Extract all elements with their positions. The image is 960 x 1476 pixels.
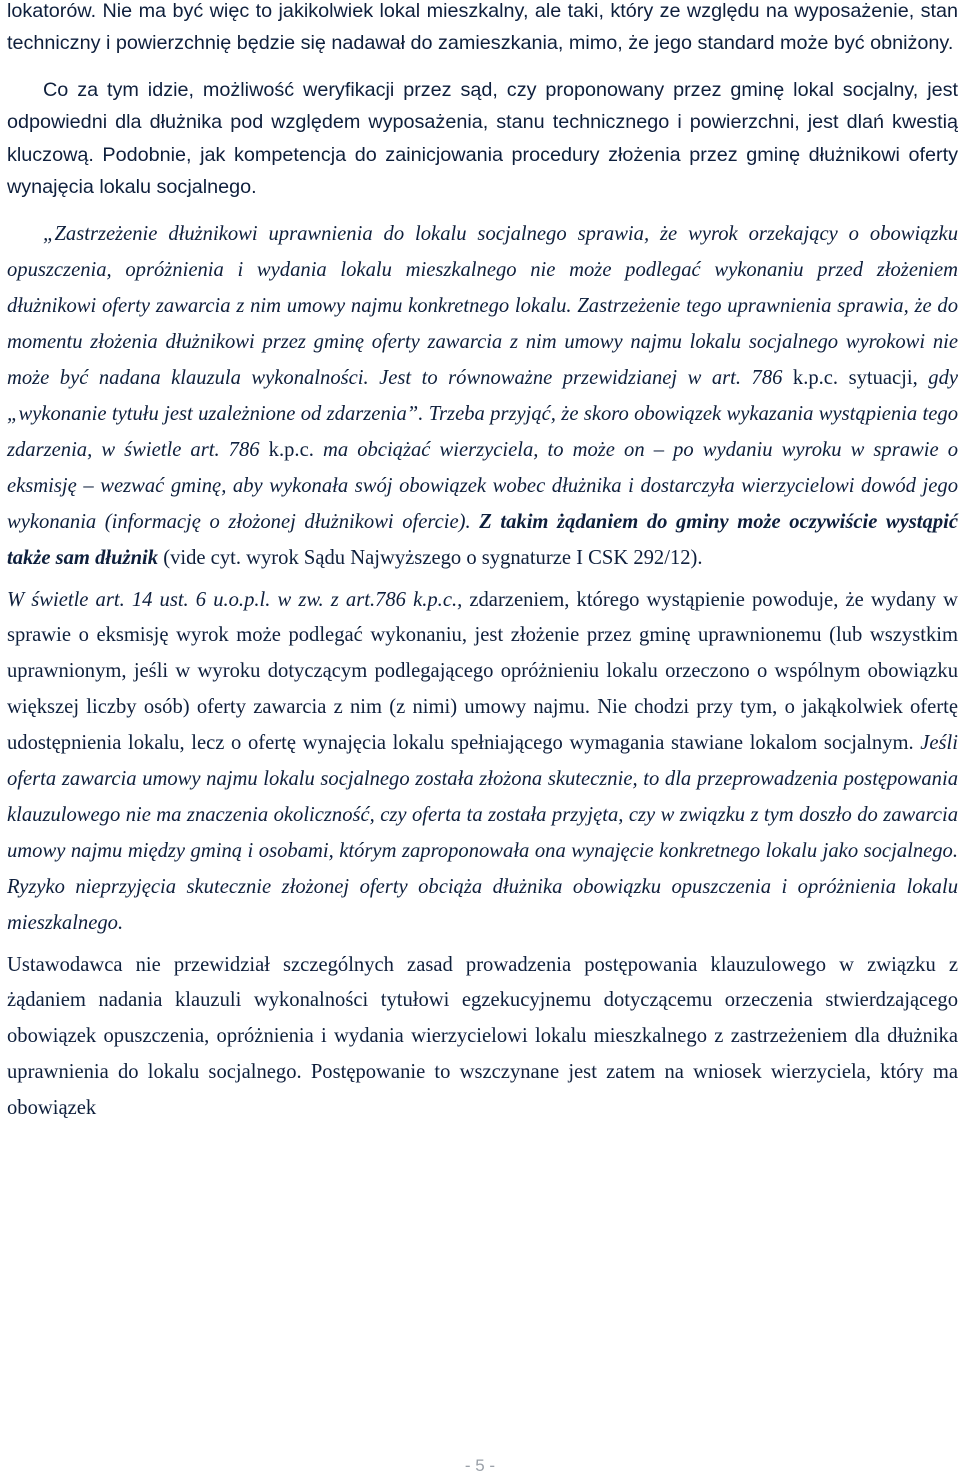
paragraph-4 xyxy=(7,583,958,942)
quote-part-f: ma obciążać wierzyciela, to może on – po wydaniu wyroku w sprawie o eksmisję – wezwać gminę, aby wykonała swój obowiązek wobec dłużnika i dostarczyła wierzycielowi dowód jego wykonania (informację o złożonej dłużnikowi ofercie). xyxy=(7,438,958,533)
quote-part-d: gdy „wykonanie tytułu jest uzależnione od zdarzenia”. Trzeba przyjąć, że skoro obowiązek wykazania wystąpienia tego zdarzenia, w świetle art. 786 xyxy=(7,367,958,461)
quote-part-c: k.p.c. sytuacji, xyxy=(792,367,918,390)
paragraph-4-lead: W świetle art. 14 ust. 6 u.o.p.l. w zw. z art.786 k.p.c., xyxy=(7,588,463,611)
quote-part-b: Zastrzeżenie tego uprawnienia sprawia, że do momentu złożenia dłużnikowi przez gminę oferty zawarcia z nim umowy najmu lokalu socjalnego wyrokowi nie może być nadana klauzula wykonalności. Jest to równoważne przewidzianej w art. 786 xyxy=(7,295,959,390)
paragraph-1-text: lokatorów. Nie ma być więc to jakikolwiek lokal mieszkalny, ale taki, który ze względu na wyposażenie, stan techniczny i powierzchnię będzie się nadawał do zamieszkania, mimo, że jego standard może być obniżony. xyxy=(7,0,958,55)
quote-bold-emphasis: Z takim żądaniem do gminy może oczywiście wystąpić także sam dłużnik xyxy=(7,510,958,569)
quote-citation: (vide cyt. wyrok Sądu Najwyższego o sygnaturze I CSK 292/12). xyxy=(163,546,703,569)
paragraph-4-body: zdarzeniem, którego wystąpienie powoduje, że wydany w sprawie o eksmisję wyrok może podlegać wykonaniu, jest złożenie przez gminę uprawnionemu (lub wszystkim uprawnionym, jeśli w wyroku dotyczącym podlegającego opróżnieniu lokalu orzeczono o wspólnym obowiązku większej liczby osób) oferty zawarcia z nim (z nimi) umowy najmu. Nie chodzi przy tym, o jakąkolwiek ofertę udostępnienia lokalu, lecz o ofertę wynajęcia lokalu spełniającego wymagania stawiane lokalom socjalnym. xyxy=(7,588,958,755)
quote-part-e: k.p.c. xyxy=(268,438,314,461)
paragraph-3-quote xyxy=(7,217,958,576)
page-number: - 5 - xyxy=(464,1456,496,1475)
paragraph-2 xyxy=(7,74,958,204)
document-page xyxy=(7,0,958,1127)
paragraph-1 xyxy=(7,0,958,60)
paragraph-5-text: Ustawodawca nie przewidział szczególnych zasad prowadzenia postępowania klauzulowego w związku z żądaniem nadania klauzuli wykonalności tytułowi egzekucyjnemu dotyczącemu orzeczenia stwierdzającego obowiązek opuszczenia, opróżnienia i wydania wierzycielowi lokalu mieszkalnego z zastrzeżeniem dla dłużnika uprawnienia do lokalu socjalnego. Postępowanie to wszczynane jest zatem na wniosek wierzyciela, który ma obowiązek xyxy=(7,953,958,1120)
quote-part-a: „Zastrzeżenie dłużnikowi uprawnienia do lokalu socjalnego sprawia, że wyrok orzekający o obowiązku opuszczenia, opróżnienia i wydania lokalu mieszkalnego nie może podlegać wykonaniu przed złożeniem dłużnikowi oferty zawarcia z nim umowy najmu konkretnego lokalu. xyxy=(7,223,958,318)
paragraph-5 xyxy=(7,948,958,1128)
paragraph-2-text: Co za tym idzie, możliwość weryfikacji przez sąd, czy proponowany przez gminę lokal socjalny, jest odpowiedni dla dłużnika pod względem wyposażenia, stanu technicznego i powierzchni, jest dlań kwestią kluczową. Podobnie, jak kompetencja do zainicjowania procedury złożenia przez gminę dłużnikowi oferty wynajęcia lokalu socjalnego. xyxy=(7,78,958,199)
paragraph-4-italic: Jeśli oferta zawarcia umowy najmu lokalu socjalnego została złożona skutecznie, to dla przeprowadzenia postępowania klauzulowego nie ma znaczenia okoliczność, czy oferta ta została przyjęta, czy w związku z tym doszło do zawarcia umowy najmu między gminą i osobami, którym zaproponowała ona wynajęcie konkretnego lokalu jako socjalnego. Ryzyko nieprzyjęcia skutecznie złożonej oferty obciąża dłużnika obowiązku opuszczenia i opróżnienia lokalu mieszkalnego. xyxy=(7,732,958,934)
